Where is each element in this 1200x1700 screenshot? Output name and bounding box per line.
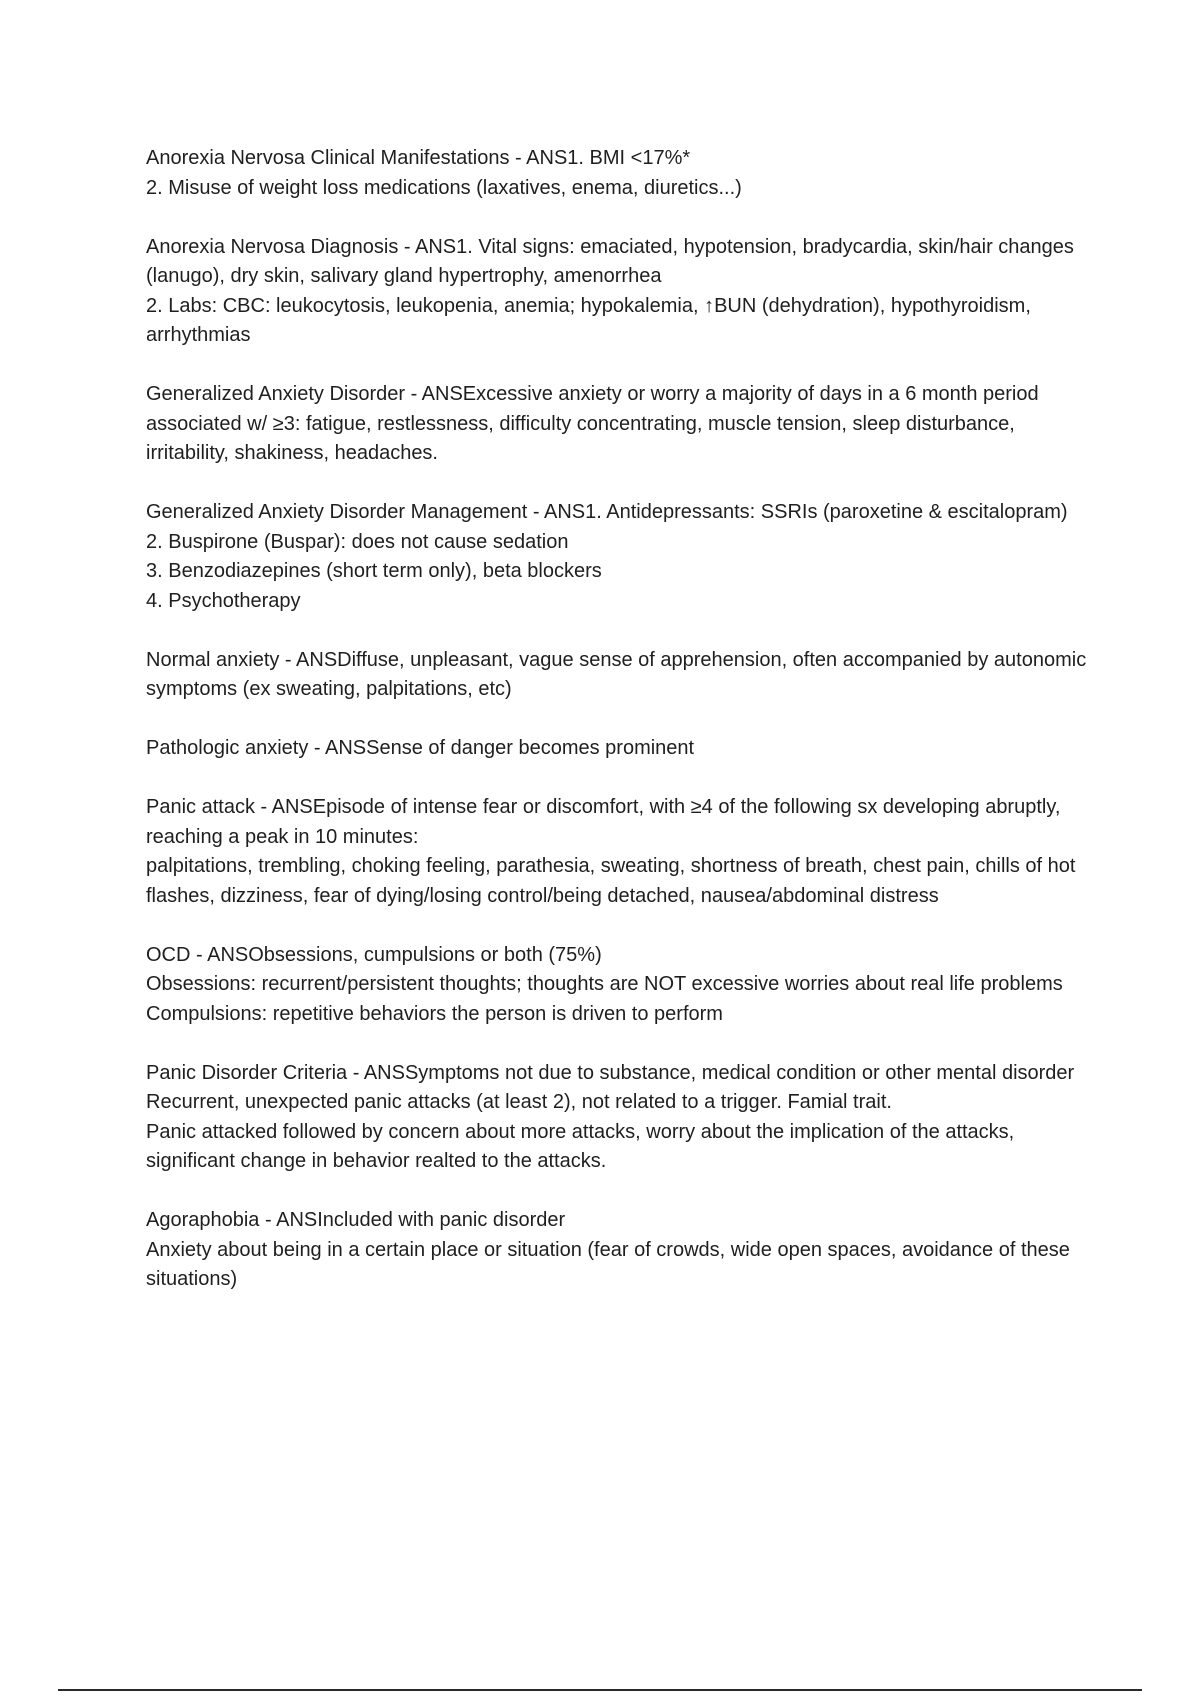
entry-line: Panic attack - ANSEpisode of intense fear or discomfort, with ≥4 of the following sx developing abruptly, reaching a peak in 10 minutes:: [146, 796, 1061, 848]
entry-line: 4. Psychotherapy: [146, 589, 301, 612]
entry-panic-disorder-criteria: [146, 1059, 1094, 1177]
entry-anorexia-manifestations: [146, 144, 1094, 203]
entry-line: Agoraphobia - ANSIncluded with panic disorder: [146, 1209, 566, 1231]
entry-line: 2. Buspirone (Buspar): does not cause sedation: [146, 530, 569, 553]
entry-anorexia-diagnosis: [146, 233, 1094, 351]
footer-divider: [58, 1689, 1142, 1691]
entry-line: Pathologic anxiety - ANSSense of danger becomes prominent: [146, 737, 695, 759]
entry-ocd: [146, 941, 1094, 1030]
entry-line: Generalized Anxiety Disorder Management - ANS1. Antidepressants: SSRIs (paroxetine & escitalopram): [146, 501, 1068, 523]
entry-line: OCD - ANSObsessions, cumpulsions or both (75%): [146, 943, 602, 966]
entry-panic-attack: [146, 793, 1094, 911]
entry-line: Panic attacked followed by concern about more attacks, worry about the implication of the attacks, significant change in behavior realted to the attacks.: [146, 1120, 1015, 1172]
entry-gad: [146, 380, 1094, 469]
entry-line: Recurrent, unexpected panic attacks (at least 2), not related to a trigger. Famial trait.: [146, 1091, 892, 1113]
entry-normal-anxiety: [146, 646, 1094, 705]
entry-line: Anorexia Nervosa Diagnosis - ANS1. Vital signs: emaciated, hypotension, bradycardia, skin/hair changes (lanugo), dry skin, salivary gland hypertrophy, amenorrhea: [146, 235, 1074, 287]
entry-line: Anorexia Nervosa Clinical Manifestations - ANS1. BMI <17%*: [146, 147, 691, 169]
entry-line: 3. Benzodiazepines (short term only), beta blockers: [146, 560, 602, 582]
entry-agoraphobia: [146, 1206, 1094, 1295]
document-body: [146, 144, 1094, 1324]
entry-line: 2. Misuse of weight loss medications (laxatives, enema, diuretics...): [146, 176, 742, 199]
entry-line: palpitations, trembling, choking feeling, parathesia, sweating, shortness of breath, chest pain, chills of hot flashes, dizziness, fear of dying/losing control/being detached, nausea/abdominal distress: [146, 855, 1076, 907]
entry-line: Anxiety about being in a certain place or situation (fear of crowds, wide open spaces, avoidance of these situations): [146, 1238, 1070, 1290]
entry-line: Panic Disorder Criteria - ANSSymptoms not due to substance, medical condition or other mental disorder: [146, 1061, 1075, 1084]
entry-pathologic-anxiety: [146, 734, 1094, 764]
entry-line: Obsessions: recurrent/persistent thoughts; thoughts are NOT excessive worries about real life problems: [146, 973, 1063, 995]
entry-line: Normal anxiety - ANSDiffuse, unpleasant, vague sense of apprehension, often accompanied by autonomic symptoms (ex sweating, palpitations, etc): [146, 648, 1087, 700]
entry-line: 2. Labs: CBC: leukocytosis, leukopenia, anemia; hypokalemia, ↑BUN (dehydration), hypothyroidism, arrhythmias: [146, 294, 1031, 346]
entry-line: Generalized Anxiety Disorder - ANSExcessive anxiety or worry a majority of days in a 6 month period associated w/ ≥3: fatigue, restlessness, difficulty concentrating, muscle tension, sleep disturbance, irritability, shakiness, headaches.: [146, 383, 1039, 464]
entry-line: Compulsions: repetitive behaviors the person is driven to perform: [146, 1002, 723, 1025]
entry-gad-management: [146, 498, 1094, 616]
